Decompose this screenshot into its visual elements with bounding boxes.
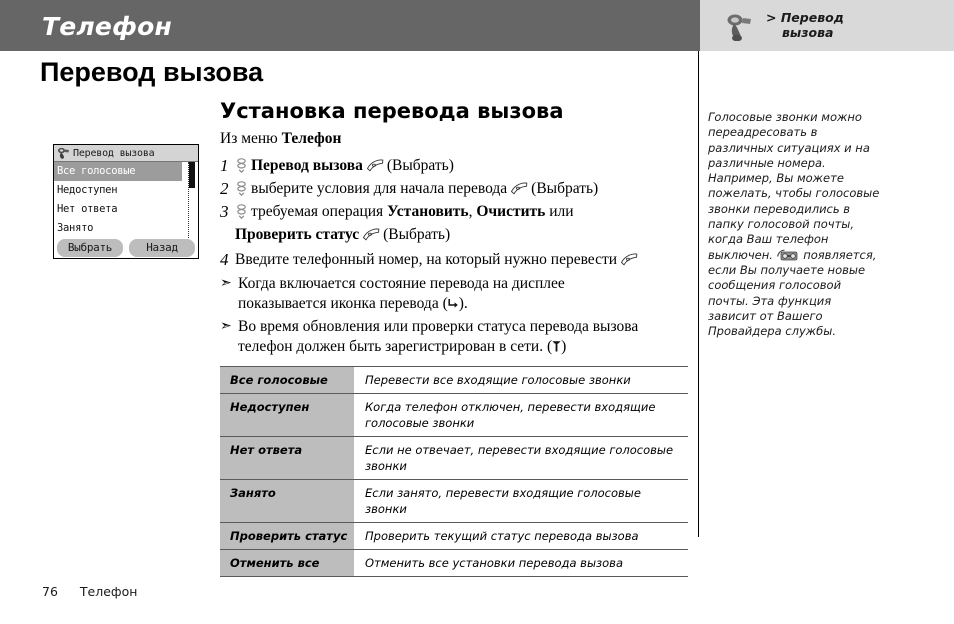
- softkey-icon: [362, 228, 380, 241]
- footer-chapter: Телефон: [79, 584, 138, 599]
- page-header-title: Телефон: [42, 12, 172, 41]
- navigation-key-icon: [236, 158, 247, 173]
- instruction-step-3-continuation: [220, 224, 690, 246]
- bullet-arrow-icon: ➣: [220, 319, 232, 334]
- phone-menu-item-unavailable[interactable]: Недоступен: [57, 184, 118, 196]
- step-3-cont-after: (Выбрать): [383, 226, 451, 243]
- call-forward-icon: [448, 298, 459, 309]
- bullet-arrow-icon: ➣: [220, 276, 232, 291]
- table-row: [220, 480, 688, 523]
- table-cell-value: Если не отвечает, перевести входящие голосовые звонки: [365, 443, 674, 473]
- step-body-2: [235, 178, 690, 200]
- step-4-text: Введите телефонный номер, на который нужно перевести: [235, 251, 618, 268]
- step-1-bold: Перевод вызова: [251, 157, 363, 174]
- table-cell-value: Если занято, перевести входящие голосовые звонки: [365, 486, 641, 516]
- table-cell-value: Проверить текущий статус перевода вызова: [365, 529, 639, 543]
- phone-handset-icon: [57, 147, 70, 159]
- header-breadcrumb-line1: > Перевод: [766, 10, 844, 25]
- sidebar-note-part2: появляется, если Вы получаете новые сообщения голосовой почты. Эта функция зависит от Вашего Провайдера службы.: [708, 247, 877, 339]
- phone-screen-title: Перевод вызова: [73, 147, 155, 159]
- instruction-note-2-line2-pre: телефон должен быть зарегистрирован в сети. (: [238, 338, 553, 355]
- instruction-note-2-body: [238, 317, 690, 357]
- phone-menu-list[interactable]: [54, 162, 198, 238]
- voicemail-icon: [777, 249, 798, 261]
- phone-scrollbar[interactable]: [188, 162, 195, 238]
- instruction-note-1-line2-pre: показывается иконка перевода (: [238, 295, 448, 312]
- instruction-note-1-line2-post: ).: [458, 295, 468, 312]
- table-cell-key: Нет ответа: [220, 437, 354, 479]
- step-number-3: 3: [220, 202, 229, 221]
- phone-menu-item-busy[interactable]: Занято: [57, 222, 94, 234]
- header-breadcrumb-label: [766, 10, 886, 40]
- table-cell-key: Все голосовые: [220, 367, 354, 393]
- instruction-step-2: [220, 178, 690, 200]
- instructions-lead-bold: Телефон: [281, 130, 342, 147]
- phone-scrollbar-thumb[interactable]: [189, 162, 195, 188]
- page-number: 76: [42, 584, 58, 599]
- options-table: [220, 366, 688, 577]
- table-cell-key: Занято: [220, 480, 354, 522]
- sidebar-note-part1: Голосовые звонки можно переадресовать в различных ситуациях и на различные номера. Например, Вы можете пожелать, чтобы голосовые звонки переводились в папку голосовой почты, когда Ваш телефон выключен.: [708, 110, 880, 262]
- instructions-block: [220, 130, 690, 357]
- table-row: [220, 550, 688, 576]
- step-number-1: 1: [220, 156, 229, 175]
- instruction-step-1: [220, 155, 690, 177]
- table-cell-value: Отменить все установки перевода вызова: [365, 556, 624, 570]
- vertical-divider: [698, 51, 699, 537]
- table-cell-value: Когда телефон отключен, перевести входящие голосовые звонки: [365, 400, 656, 430]
- header-breadcrumb-line2: вызова: [782, 25, 834, 40]
- step-3-cont-bold: Проверить статус: [235, 226, 360, 243]
- instruction-step-4: [220, 249, 690, 271]
- step-3-post: или: [545, 203, 574, 220]
- page-header: [0, 0, 954, 51]
- navigation-key-icon: [236, 181, 247, 196]
- table-cell-key: Отменить все: [220, 550, 354, 576]
- instruction-note-1: [220, 274, 690, 314]
- softkey-icon: [366, 159, 384, 172]
- step-2-after: (Выбрать): [531, 180, 599, 197]
- table-cell-key: Проверить статус: [220, 523, 354, 549]
- step-number-2: 2: [220, 179, 229, 198]
- instruction-note-2-line2: [238, 337, 690, 357]
- antenna-signal-icon: [552, 340, 561, 352]
- table-row: [220, 437, 688, 480]
- header-breadcrumb-tab[interactable]: [700, 0, 954, 51]
- instruction-note-1-line1: Когда включается состояние перевода на дисплее: [238, 275, 565, 292]
- table-cell-value: Перевести все входящие голосовые звонки: [365, 373, 631, 387]
- step-3-mid: ,: [468, 203, 477, 220]
- instruction-note-1-line2: [238, 294, 690, 314]
- page-footer: [42, 584, 137, 599]
- phone-handset-icon: [725, 13, 755, 41]
- sidebar-note: [708, 110, 880, 339]
- step-number-4: 4: [220, 250, 229, 269]
- instruction-note-2: [220, 317, 690, 357]
- phone-softkey-back[interactable]: Назад: [129, 239, 195, 257]
- instructions-lead-plain: Из меню: [220, 130, 282, 147]
- instruction-note-2-line2-post: ): [561, 338, 567, 355]
- phone-menu-item-no-answer[interactable]: Нет ответа: [57, 203, 118, 215]
- section-title: Установка перевода вызова: [220, 99, 564, 123]
- navigation-key-icon: [236, 204, 247, 219]
- softkey-icon: [620, 253, 638, 266]
- instructions-lead: [220, 130, 690, 148]
- phone-softkey-bar: [54, 238, 198, 258]
- instruction-note-2-line1: Во время обновления или проверки статуса перевода вызова: [238, 318, 639, 335]
- phone-menu-item-all-voice[interactable]: Все голосовые: [54, 162, 182, 181]
- softkey-icon: [510, 182, 528, 195]
- phone-screen-titlebar: [54, 145, 198, 162]
- table-row: [220, 523, 688, 550]
- phone-softkey-select[interactable]: Выбрать: [57, 239, 123, 257]
- instruction-step-3: [220, 201, 690, 223]
- step-3-bold-1: Установить: [387, 203, 469, 220]
- step-1-after: (Выбрать): [386, 157, 454, 174]
- page-title: Перевод вызова: [40, 57, 264, 87]
- step-2-text: выберите условия для начала перевода: [251, 180, 508, 197]
- table-row: [220, 394, 688, 437]
- step-3-pre: требуемая операция: [251, 203, 388, 220]
- step-body-4: [235, 249, 690, 271]
- step-body-3: [235, 201, 690, 223]
- table-cell-key: Недоступен: [220, 394, 354, 436]
- table-row: [220, 367, 688, 394]
- step-3-bold-2: Очистить: [476, 203, 546, 220]
- step-body-1: [235, 155, 690, 177]
- phone-screen-mockup: [53, 144, 199, 259]
- instruction-note-1-body: [238, 274, 690, 314]
